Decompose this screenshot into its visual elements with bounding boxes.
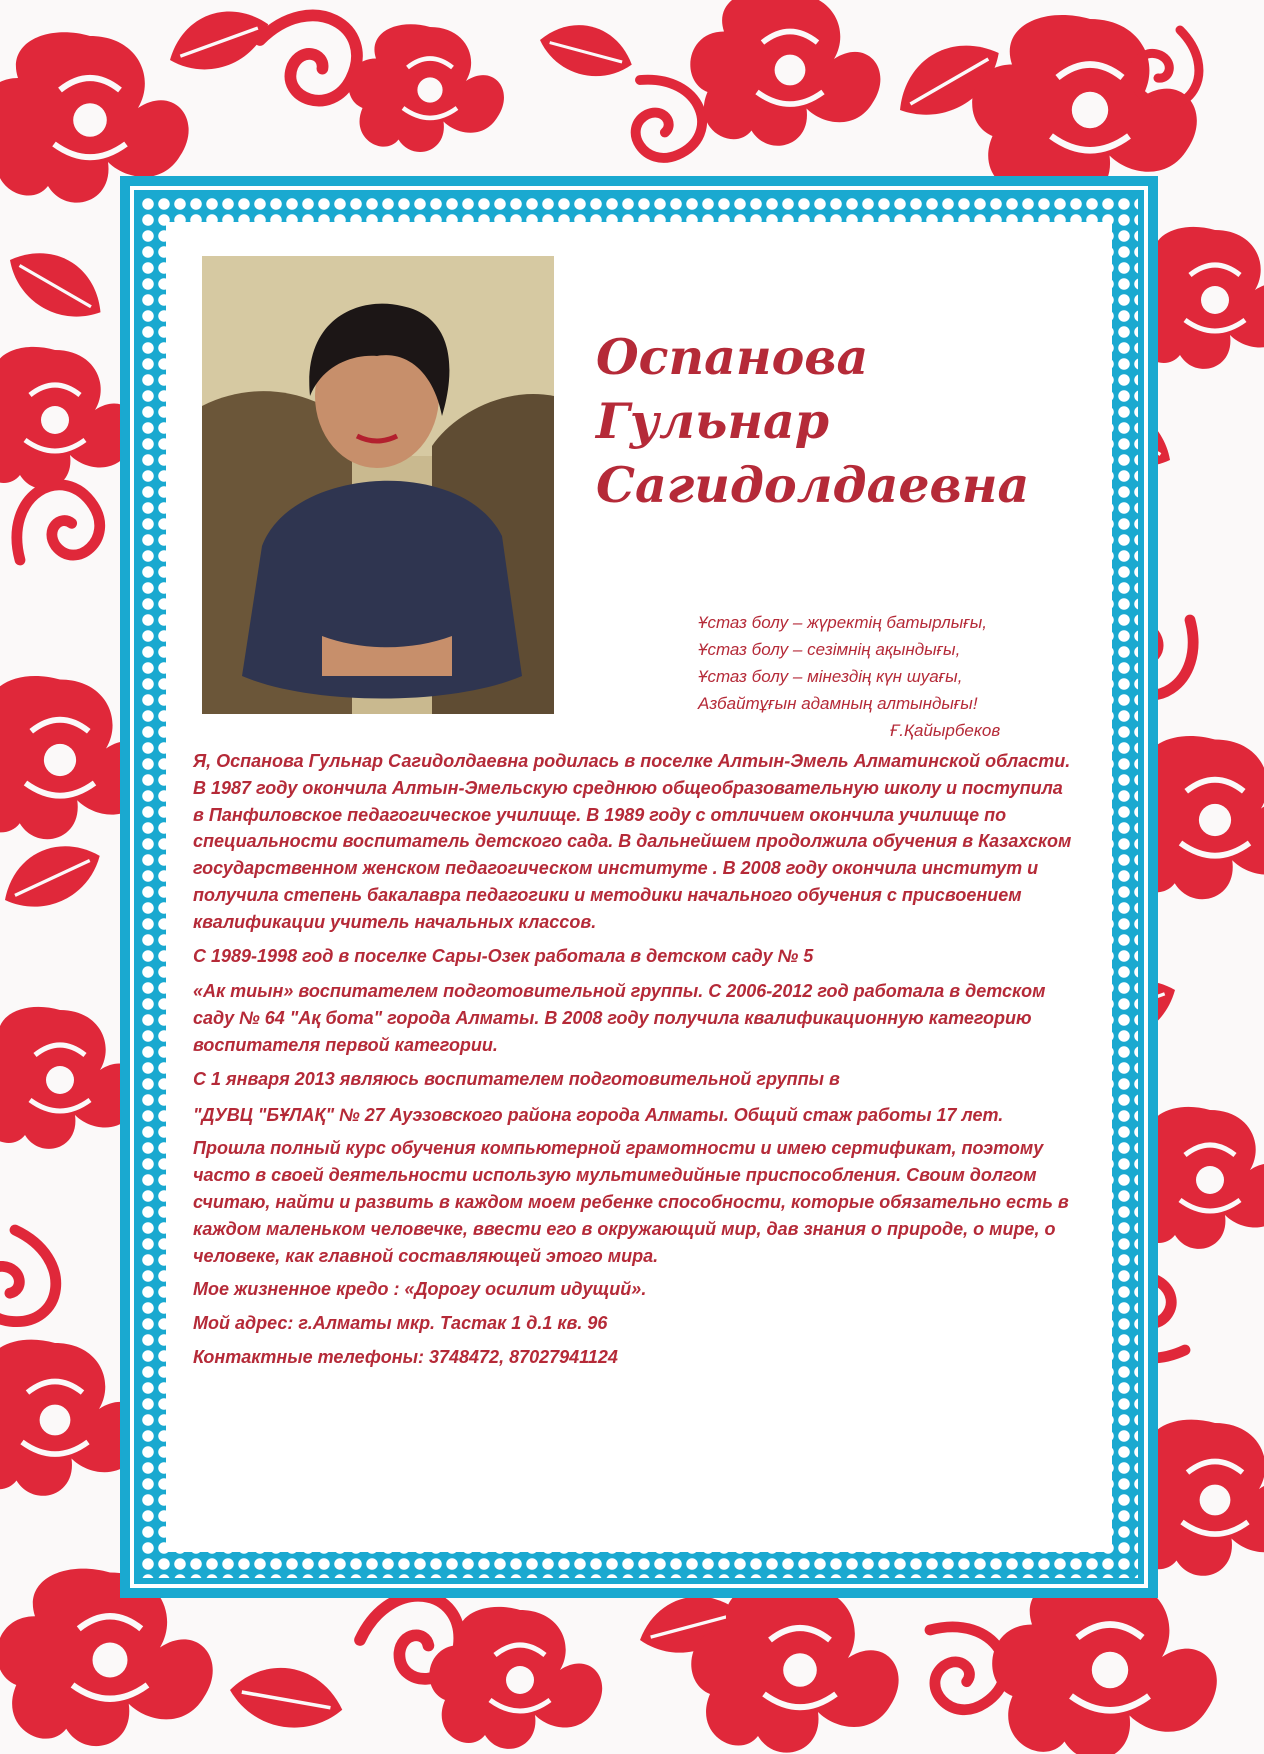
- bio-paragraph-current-1: С 1 января 2013 являюсь воспитателем подготовительной группы в: [193, 1068, 840, 1089]
- bio-paragraph-current-2: "ДУВЦ "БҰЛАҚ" № 27 Ауэзовского района города Алматы. Общий стаж работы 17 лет.: [193, 1104, 1004, 1125]
- name-line-surname: Оспанова: [596, 328, 869, 386]
- poem-author: Ғ.Қайырбеков: [890, 721, 1001, 740]
- poem-line: Ұстаз болу – жүректің батырлығы,: [698, 613, 987, 632]
- poem-line: Ұстаз болу – сезімнің ақындығы,: [698, 640, 961, 659]
- bio-paragraph-work-2: «Ак тиын» воспитателем подготовительной группы. С 2006-2012 год работала в детском саду № 64 "Ақ бота" города Алматы. В 2008 году получила квалификационную категорию воспитателя первой категории.: [193, 981, 1046, 1055]
- bio-credo: Мое жизненное кредо : «Дорогу осилит идущий».: [193, 1279, 647, 1300]
- name-line-patronymic: Сагидолдаевна: [596, 456, 1030, 514]
- epigraph-poem: [698, 609, 1098, 744]
- person-name: [596, 325, 1096, 517]
- biography: [193, 748, 1073, 1378]
- bio-paragraph-skills: Прошла полный курс обучения компьютерной грамотности и имею сертификат, поэтому часто в своей деятельности использую мультимедийные приспособления. Своим долгом считаю, найти и развить в каждом моем ребенке способности, которые обязательно есть в каждом маленьком человечке, ввести его в окружающий мир, дав знания о природе, о мире, о человеке, как главной составляющей этого мира.: [193, 1138, 1069, 1266]
- poem-line: Ұстаз болу – мінездің күн шуағы,: [698, 667, 963, 686]
- bio-address: Мой адрес: г.Алматы мкр. Тастак 1 д.1 кв. 96: [193, 1313, 608, 1334]
- bio-paragraph-work-1: С 1989-1998 год в поселке Сары-Озек работала в детском саду № 5: [193, 945, 814, 966]
- name-line-first: Гульнар: [596, 392, 830, 450]
- bio-paragraph-education: Я, Оспанова Гульнар Сагидолдаевна родилась в поселке Алтын-Эмель Алматинской области. В 1987 году окончила Алтын-Эмельскую среднюю общеобразовательную школу и поступила в Панфиловское педагогическое училище. В 1989 году с отличием окончила училище по специальности воспитатель детского сада. В дальнейшем продолжила обучения в Казахском государственном женском педагогическом институте . В 2008 году окончила институт и получила степень бакалавра педагогики и методики начального обучения с присвоением квалификации учитель начальных классов.: [193, 751, 1072, 932]
- portrait-photo: [202, 256, 554, 714]
- bio-phones: Контактные телефоны: 3748472, 87027941124: [193, 1346, 618, 1367]
- poem-line: Азбайтұғын адамның алтындығы!: [698, 694, 978, 713]
